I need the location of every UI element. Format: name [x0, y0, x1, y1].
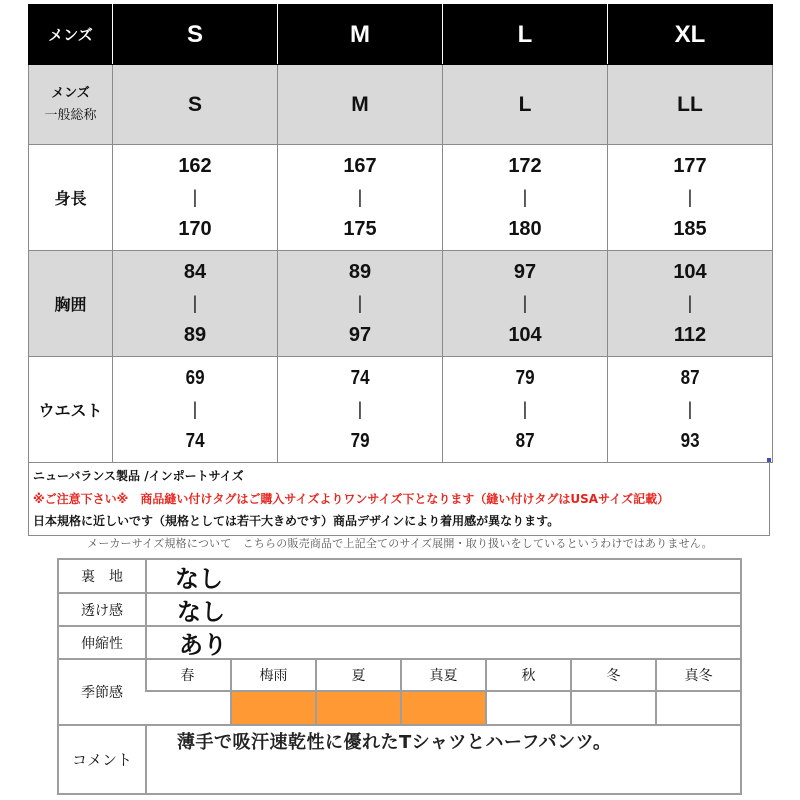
- general-name-l: L: [443, 65, 608, 145]
- range-max: 170: [178, 217, 212, 240]
- range-separator: |: [192, 293, 198, 313]
- range-min: 177: [673, 154, 707, 177]
- range-min: 87: [680, 366, 700, 389]
- waist-s: [113, 357, 278, 463]
- season-indicator-rainy: [230, 692, 315, 724]
- size-header-row: [29, 5, 773, 65]
- range-separator: |: [357, 399, 363, 419]
- range-separator: |: [687, 293, 693, 313]
- range-separator: |: [687, 399, 693, 419]
- stretch-label: 伸縮性: [59, 627, 147, 658]
- range-separator: |: [357, 187, 363, 207]
- range-separator: |: [522, 399, 528, 419]
- height-label: 身長: [29, 145, 113, 251]
- range-min: 69: [185, 366, 205, 389]
- range-min: 74: [350, 366, 370, 389]
- comment-label: コメント: [59, 726, 147, 793]
- chest-s: [113, 251, 278, 357]
- range-min: 89: [348, 260, 372, 283]
- season-midsummer: 真夏: [400, 660, 485, 692]
- range-max: 112: [673, 323, 707, 346]
- lining-value: なし: [175, 564, 223, 593]
- season-summer: 夏: [315, 660, 400, 692]
- stretch-value: あり: [179, 631, 227, 659]
- range-separator: |: [192, 399, 198, 419]
- range-separator: |: [522, 293, 528, 313]
- season-label: 季節感: [59, 660, 147, 724]
- range-min: 84: [183, 260, 207, 283]
- sheerness-row: [59, 594, 740, 627]
- range-min: 104: [673, 260, 707, 283]
- general-name-label: [29, 65, 113, 145]
- season-indicator-spring: [145, 692, 230, 724]
- waist-xl: [608, 357, 773, 463]
- range-max: 185: [673, 217, 707, 240]
- general-name-label-line2: 一般総称: [44, 107, 97, 123]
- range-min: 97: [513, 260, 537, 283]
- season-rainy: 梅雨: [230, 660, 315, 692]
- season-indicator-midsummer: [400, 692, 485, 724]
- header-size-m: M: [278, 5, 443, 65]
- fabric-spec-table: [57, 558, 742, 795]
- size-notes-box: [28, 462, 770, 536]
- range-max: 93: [680, 429, 700, 452]
- range-separator: |: [357, 293, 363, 313]
- range-max: 180: [508, 217, 542, 240]
- resize-handle-marker: [767, 458, 771, 462]
- size-chart-table: [28, 4, 773, 463]
- range-min: 79: [515, 366, 535, 389]
- height-s: [113, 145, 278, 251]
- notes-fit-info: 日本規格に近しいです（規格としては若干大きめです）商品デザインにより着用感が異なります。: [33, 514, 560, 528]
- stretch-row: [59, 627, 740, 660]
- notes-tag-warning: ※ご注意下さい※ 商品縫い付けタグはご購入サイズよりワンサイズ下となります（縫い付けタグはUSAサイズ記載）: [33, 491, 670, 506]
- waist-l: [443, 357, 608, 463]
- general-name-ll: LL: [608, 65, 773, 145]
- chest-label: 胸囲: [29, 251, 113, 357]
- chest-m: [278, 251, 443, 357]
- season-indicator-summer: [315, 692, 400, 724]
- lining-label: 裏 地: [59, 560, 147, 592]
- waist-row: [29, 357, 773, 463]
- range-max: 87: [515, 429, 535, 452]
- waist-label: ウエスト: [29, 357, 113, 463]
- season-winter: 冬: [570, 660, 655, 692]
- comment-text: 薄手で吸汗速乾性に優れたTシャツとハーフパンツ。: [177, 732, 612, 753]
- height-row: [29, 145, 773, 251]
- general-name-label-line1: メンズ: [51, 85, 90, 101]
- maker-size-caption: メーカーサイズ規格について こちらの販売商品で上記全てのサイズ展開・取り扱いをしているというわけではありません。: [87, 537, 713, 550]
- season-row: [59, 660, 740, 726]
- waist-m: [278, 357, 443, 463]
- range-max: 79: [350, 429, 370, 452]
- range-min: 162: [178, 154, 212, 177]
- header-size-s: S: [113, 5, 278, 65]
- general-name-row: [29, 65, 773, 145]
- season-grid: [145, 660, 740, 724]
- notes-import-size: ニューバランス製品 /インポートサイズ: [33, 469, 244, 483]
- range-max: 97: [348, 323, 372, 346]
- header-label-mens: メンズ: [29, 5, 113, 65]
- season-indicator-winter: [570, 692, 655, 724]
- height-xl: [608, 145, 773, 251]
- chest-xl: [608, 251, 773, 357]
- chest-row: [29, 251, 773, 357]
- chest-l: [443, 251, 608, 357]
- height-l: [443, 145, 608, 251]
- general-name-m: M: [278, 65, 443, 145]
- header-size-xl: XL: [608, 5, 773, 65]
- comment-row: [59, 726, 740, 793]
- range-max: 175: [343, 217, 377, 240]
- header-size-l: L: [443, 5, 608, 65]
- sheerness-label: 透け感: [59, 594, 147, 625]
- range-max: 104: [508, 323, 542, 346]
- range-max: 74: [185, 429, 205, 452]
- sheerness-value: なし: [177, 598, 225, 626]
- range-max: 89: [183, 323, 207, 346]
- range-separator: |: [687, 187, 693, 207]
- season-indicator-autumn: [485, 692, 570, 724]
- season-spring: 春: [145, 660, 230, 692]
- range-separator: |: [192, 187, 198, 207]
- height-m: [278, 145, 443, 251]
- season-autumn: 秋: [485, 660, 570, 692]
- general-name-s: S: [113, 65, 278, 145]
- season-indicator-midwinter: [655, 692, 740, 724]
- season-midwinter: 真冬: [655, 660, 740, 692]
- range-min: 172: [508, 154, 542, 177]
- range-min: 167: [343, 154, 377, 177]
- range-separator: |: [522, 187, 528, 207]
- lining-row: [59, 560, 740, 594]
